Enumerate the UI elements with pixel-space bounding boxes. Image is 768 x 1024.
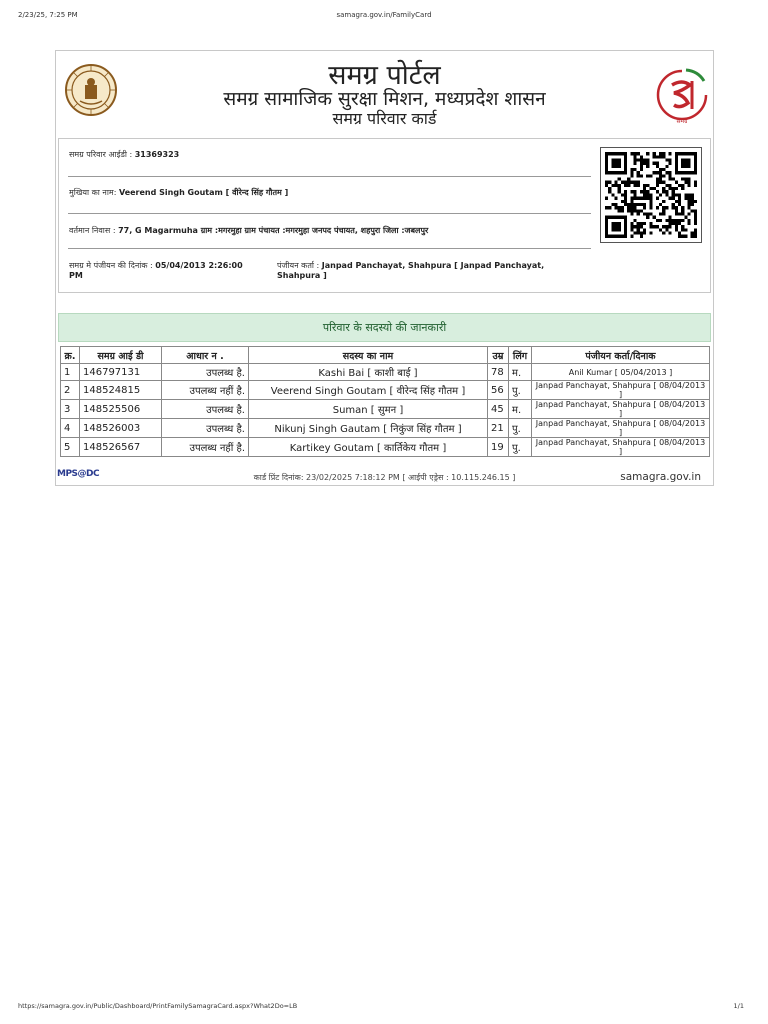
portal-subtitle: समग्र सामाजिक सुरक्षा मिशन, मध्यप्रदेश शासन [223, 88, 546, 110]
registrar-row [277, 260, 567, 280]
table-row [61, 438, 710, 457]
cell-samagra-id: 148524815 [80, 381, 162, 400]
qr-code-icon [605, 152, 697, 238]
cell-age: 45 [488, 400, 509, 419]
table-row [61, 419, 710, 438]
portal-title: समग्र पोर्टल [328, 60, 441, 91]
cell-member-name: Suman [ सुमन ] [249, 400, 488, 419]
col-registrar-date: पंजीयन कर्ता/दिनाक [532, 347, 710, 364]
family-id-row [69, 149, 179, 160]
cell-sno: 2 [61, 381, 80, 400]
family-id-label: समग्र परिवार आईडी : [69, 150, 133, 159]
cell-sno: 3 [61, 400, 80, 419]
print-page-url: samagra.gov.in/FamilyCard [336, 11, 432, 19]
cell-samagra-id: 148526567 [80, 438, 162, 457]
divider [68, 213, 591, 214]
cell-registrar: Janpad Panchayat, Shahpura [ 08/04/2013 ] [532, 438, 710, 457]
cell-aadhaar: उपलब्ध है. [162, 419, 249, 438]
logo-caption: समग्र [676, 118, 688, 125]
cell-samagra-id: 148526003 [80, 419, 162, 438]
cell-aadhaar: उपलब्ध है. [162, 364, 249, 381]
family-card [55, 50, 714, 486]
cell-gender: पु. [509, 438, 532, 457]
members-table [60, 346, 710, 457]
cell-aadhaar: उपलब्ध है. [162, 400, 249, 419]
cell-member-name: Nikunj Singh Gautam [ निकुंज सिंह गौतम ] [249, 419, 488, 438]
cell-age: 21 [488, 419, 509, 438]
members-table-header [61, 347, 710, 364]
col-sno: क्र. [61, 347, 80, 364]
cell-age: 56 [488, 381, 509, 400]
registration-date-value-cont: PM [69, 271, 83, 280]
table-row [61, 381, 710, 400]
registrar-value-cont: Shahpura ] [277, 271, 327, 280]
col-gender: लिंग [509, 347, 532, 364]
card-print-info: कार्ड प्रिंट दिनांक: 23/02/2025 7:18:12 PM [ आईपी एड्रेस : 10.115.246.15 ] [253, 473, 516, 482]
cell-samagra-id: 148525506 [80, 400, 162, 419]
registration-date-value: 05/04/2013 2:26:00 [155, 261, 243, 270]
cell-gender: म. [509, 400, 532, 419]
cell-sno: 5 [61, 438, 80, 457]
members-section-heading: परिवार के सदस्यो की जानकारी [58, 313, 711, 342]
cell-samagra-id: 146797131 [80, 364, 162, 381]
mpsedc-logo: MPS@DC [57, 469, 100, 479]
head-name-value: Veerend Singh Goutam [ वीरेन्द सिंह गौतम ] [118, 188, 289, 197]
cell-aadhaar: उपलब्ध नहीं है. [162, 438, 249, 457]
qr-code [600, 147, 702, 243]
site-name: samagra.gov.in [620, 471, 701, 483]
print-datetime: 2/23/25, 7:25 PM [18, 11, 78, 19]
address-label: वर्तमान निवास : [69, 226, 116, 235]
col-age: उम्र [488, 347, 509, 364]
cell-member-name: Kartikey Goutam [ कार्तिकेय गौतम ] [249, 438, 488, 457]
registrar-label: पंजीयन कर्ता : [277, 261, 320, 270]
address-value: 77, G Magarmuha ग्राम :मगरमुहा ग्राम पंचायत :मगरमुहा जनपद पंचायत, शहपुरा जिला :जबलपुर [118, 226, 429, 235]
cell-member-name: Veerend Singh Goutam [ वीरेन्द सिंह गौतम ] [249, 381, 488, 400]
table-row [61, 364, 710, 381]
family-info-box [58, 138, 711, 293]
cell-gender: पु. [509, 381, 532, 400]
card-title: समग्र परिवार कार्ड [332, 109, 437, 128]
family-id-value: 31369323 [134, 150, 180, 159]
cell-registrar: Janpad Panchayat, Shahpura [ 08/04/2013 ] [532, 400, 710, 419]
cell-registrar: Anil Kumar [ 05/04/2013 ] [532, 364, 710, 381]
cell-aadhaar: उपलब्ध नहीं है. [162, 381, 249, 400]
col-samagra-id: समग्र आई डी [80, 347, 162, 364]
cell-age: 19 [488, 438, 509, 457]
registration-date-row [69, 260, 269, 280]
cell-registrar: Janpad Panchayat, Shahpura [ 08/04/2013 ] [532, 381, 710, 400]
cell-gender: म. [509, 364, 532, 381]
col-member-name: सदस्य का नाम [249, 347, 488, 364]
card-footer [56, 469, 713, 489]
cell-member-name: Kashi Bai [ काशी बाई ] [249, 364, 488, 381]
col-aadhaar: आधार न . [162, 347, 249, 364]
samagra-logo-icon [652, 65, 712, 125]
browser-print-footer [0, 1002, 768, 1014]
cell-sno: 1 [61, 364, 80, 381]
divider [68, 176, 591, 177]
registration-date-label: समग्र मे पंजीयन की दिनांक : [69, 261, 153, 270]
cell-age: 78 [488, 364, 509, 381]
table-row [61, 400, 710, 419]
address-row [69, 225, 428, 236]
divider [68, 248, 591, 249]
head-name-row [69, 187, 288, 198]
head-name-label: मुखिया का नाम: [69, 188, 117, 197]
cell-registrar: Janpad Panchayat, Shahpura [ 08/04/2013 ] [532, 419, 710, 438]
print-page-count: 1/1 [733, 1002, 744, 1010]
browser-print-header [0, 11, 768, 23]
print-full-url: https://samagra.gov.in/Public/Dashboard/PrintFamilySamagraCard.aspx?What2Do=LB [18, 1002, 298, 1010]
cell-gender: पु. [509, 419, 532, 438]
registrar-value: Janpad Panchayat, Shahpura [ Janpad Panchayat, [321, 261, 545, 270]
cell-sno: 4 [61, 419, 80, 438]
